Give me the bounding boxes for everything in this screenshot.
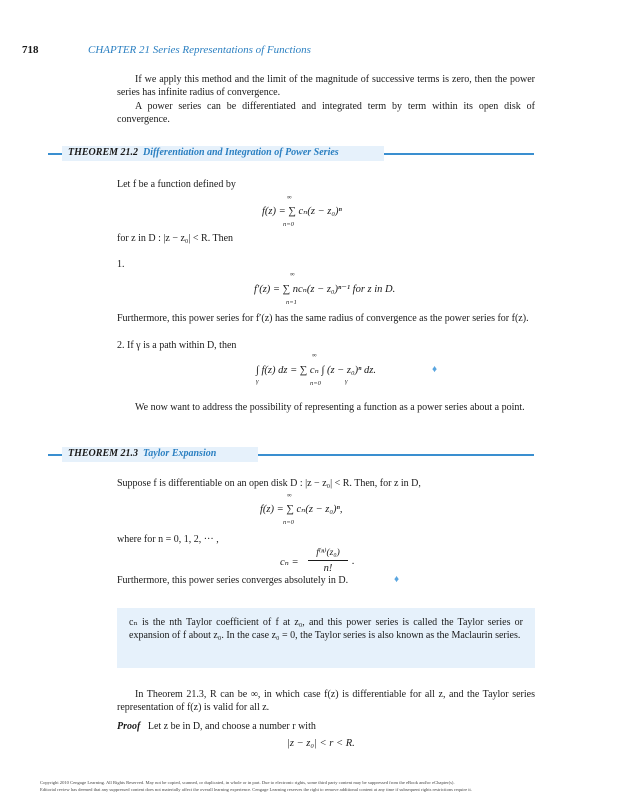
copyright-line-1: Copyright 2010 Cengage Learning. All Rights Reserved. May not be copied, scanned, or duplicated, in whole or in part. Due to electronic rights, some third party content may be suppressed from the eBook and/or eChapter(s). <box>40 780 455 785</box>
proof-text: Let z be in D, and choose a number r with <box>147 721 316 732</box>
sum-lower: n=0 <box>283 519 294 526</box>
equation-integral: ∫ f(z) dz = ∑ cₙ ∫ (z − z₀)ⁿ dz. <box>256 365 376 376</box>
where-clause: where for n = 0, 1, 2, ··· , <box>117 534 219 545</box>
coefficient-denominator: n! <box>323 563 333 574</box>
sum-lower: n=0 <box>310 380 321 387</box>
equation-f-series: f(z) = ∑ cₙ(z − z₀)ⁿ <box>262 206 342 217</box>
sum-upper: ∞ <box>287 492 292 499</box>
theorem-domain: for z in D : |z − z₀| < R. Then <box>117 233 234 244</box>
page-number: 718 <box>22 44 39 56</box>
copyright-line-2: Editorial review has deemed that any suppressed content does not materially affect the overall learning experience. Cengage Learning reserves the right to remove additional content at any time if subsequent rights restrictions require it. <box>40 787 472 792</box>
chapter-title: CHAPTER 21 Series Representations of Functions <box>88 44 311 56</box>
end-theorem-diamond-icon: ♦ <box>432 364 438 375</box>
integral-lower-2: γ <box>345 378 348 385</box>
theorem-heading <box>62 147 345 158</box>
equation-taylor: f(z) = ∑ cₙ(z − z₀)ⁿ, <box>260 504 343 515</box>
transition-paragraph: We now want to address the possibility of representing a function as a power series about a point. <box>135 402 525 413</box>
theorem-suppose: Suppose f is differentiable on an open disk D : |z − z₀| < R. Then, for z in D, <box>117 478 421 489</box>
item-2: 2. If γ is a path within D, then <box>117 340 237 351</box>
theorem-title: Taylor Expansion <box>143 448 217 459</box>
integral-lower-1: γ <box>256 378 259 385</box>
sum-upper: ∞ <box>290 271 295 278</box>
sum-upper: ∞ <box>287 194 292 201</box>
definition-text: cₙ is the nth Taylor coefficient of f at z₀, and this power series is called the Taylor series or expansion of f about z₀. In the case z₀ = 0, the Taylor series is also known as the Maclaurin series. <box>129 617 523 641</box>
definition-box <box>117 608 535 668</box>
theorem-label: THEOREM 21.2 <box>68 147 139 158</box>
theorem-heading <box>62 448 222 459</box>
closing-paragraph: In Theorem 21.3, R can be ∞, in which case f(z) is differentiable for all z, and the Taylor series representation of f(z) is valid for all z. <box>117 689 535 713</box>
theorem-title: Differentiation and Integration of Power Series <box>143 147 339 158</box>
sum-lower: n=0 <box>283 221 294 228</box>
sum-upper: ∞ <box>312 352 317 359</box>
fraction-bar <box>308 560 348 561</box>
furthermore-2: Furthermore, this power series converges absolutely in D. <box>117 575 349 586</box>
theorem-label: THEOREM 21.3 <box>68 448 139 459</box>
end-theorem-diamond-icon: ♦ <box>394 574 400 585</box>
coefficient-lhs: cₙ = <box>280 557 299 568</box>
inequality: |z − z₀| < r < R. <box>287 738 355 749</box>
theorem-let: Let f be a function defined by <box>117 179 236 190</box>
furthermore-1: Furthermore, this power series for f′(z) has the same radius of convergence as the power series for f(z). <box>117 313 529 324</box>
coefficient-numerator: f⁽ⁿ⁾(z₀) <box>316 548 340 558</box>
proof-line <box>117 720 535 733</box>
sum-lower: n=1 <box>286 299 297 306</box>
intro-paragraph-2: A power series can be differentiated and integrated term by term within its open disk of convergence. <box>117 101 535 125</box>
proof-label: Proof <box>117 721 141 732</box>
intro-paragraph-1: If we apply this method and the limit of the magnitude of successive terms is zero, then the power series has infinite radius of convergence. <box>117 74 535 98</box>
equation-period: . <box>352 556 355 567</box>
equation-derivative: f′(z) = ∑ ncₙ(z − z₀)ⁿ⁻¹ for z in D. <box>254 284 396 295</box>
item-1: 1. <box>117 259 125 270</box>
